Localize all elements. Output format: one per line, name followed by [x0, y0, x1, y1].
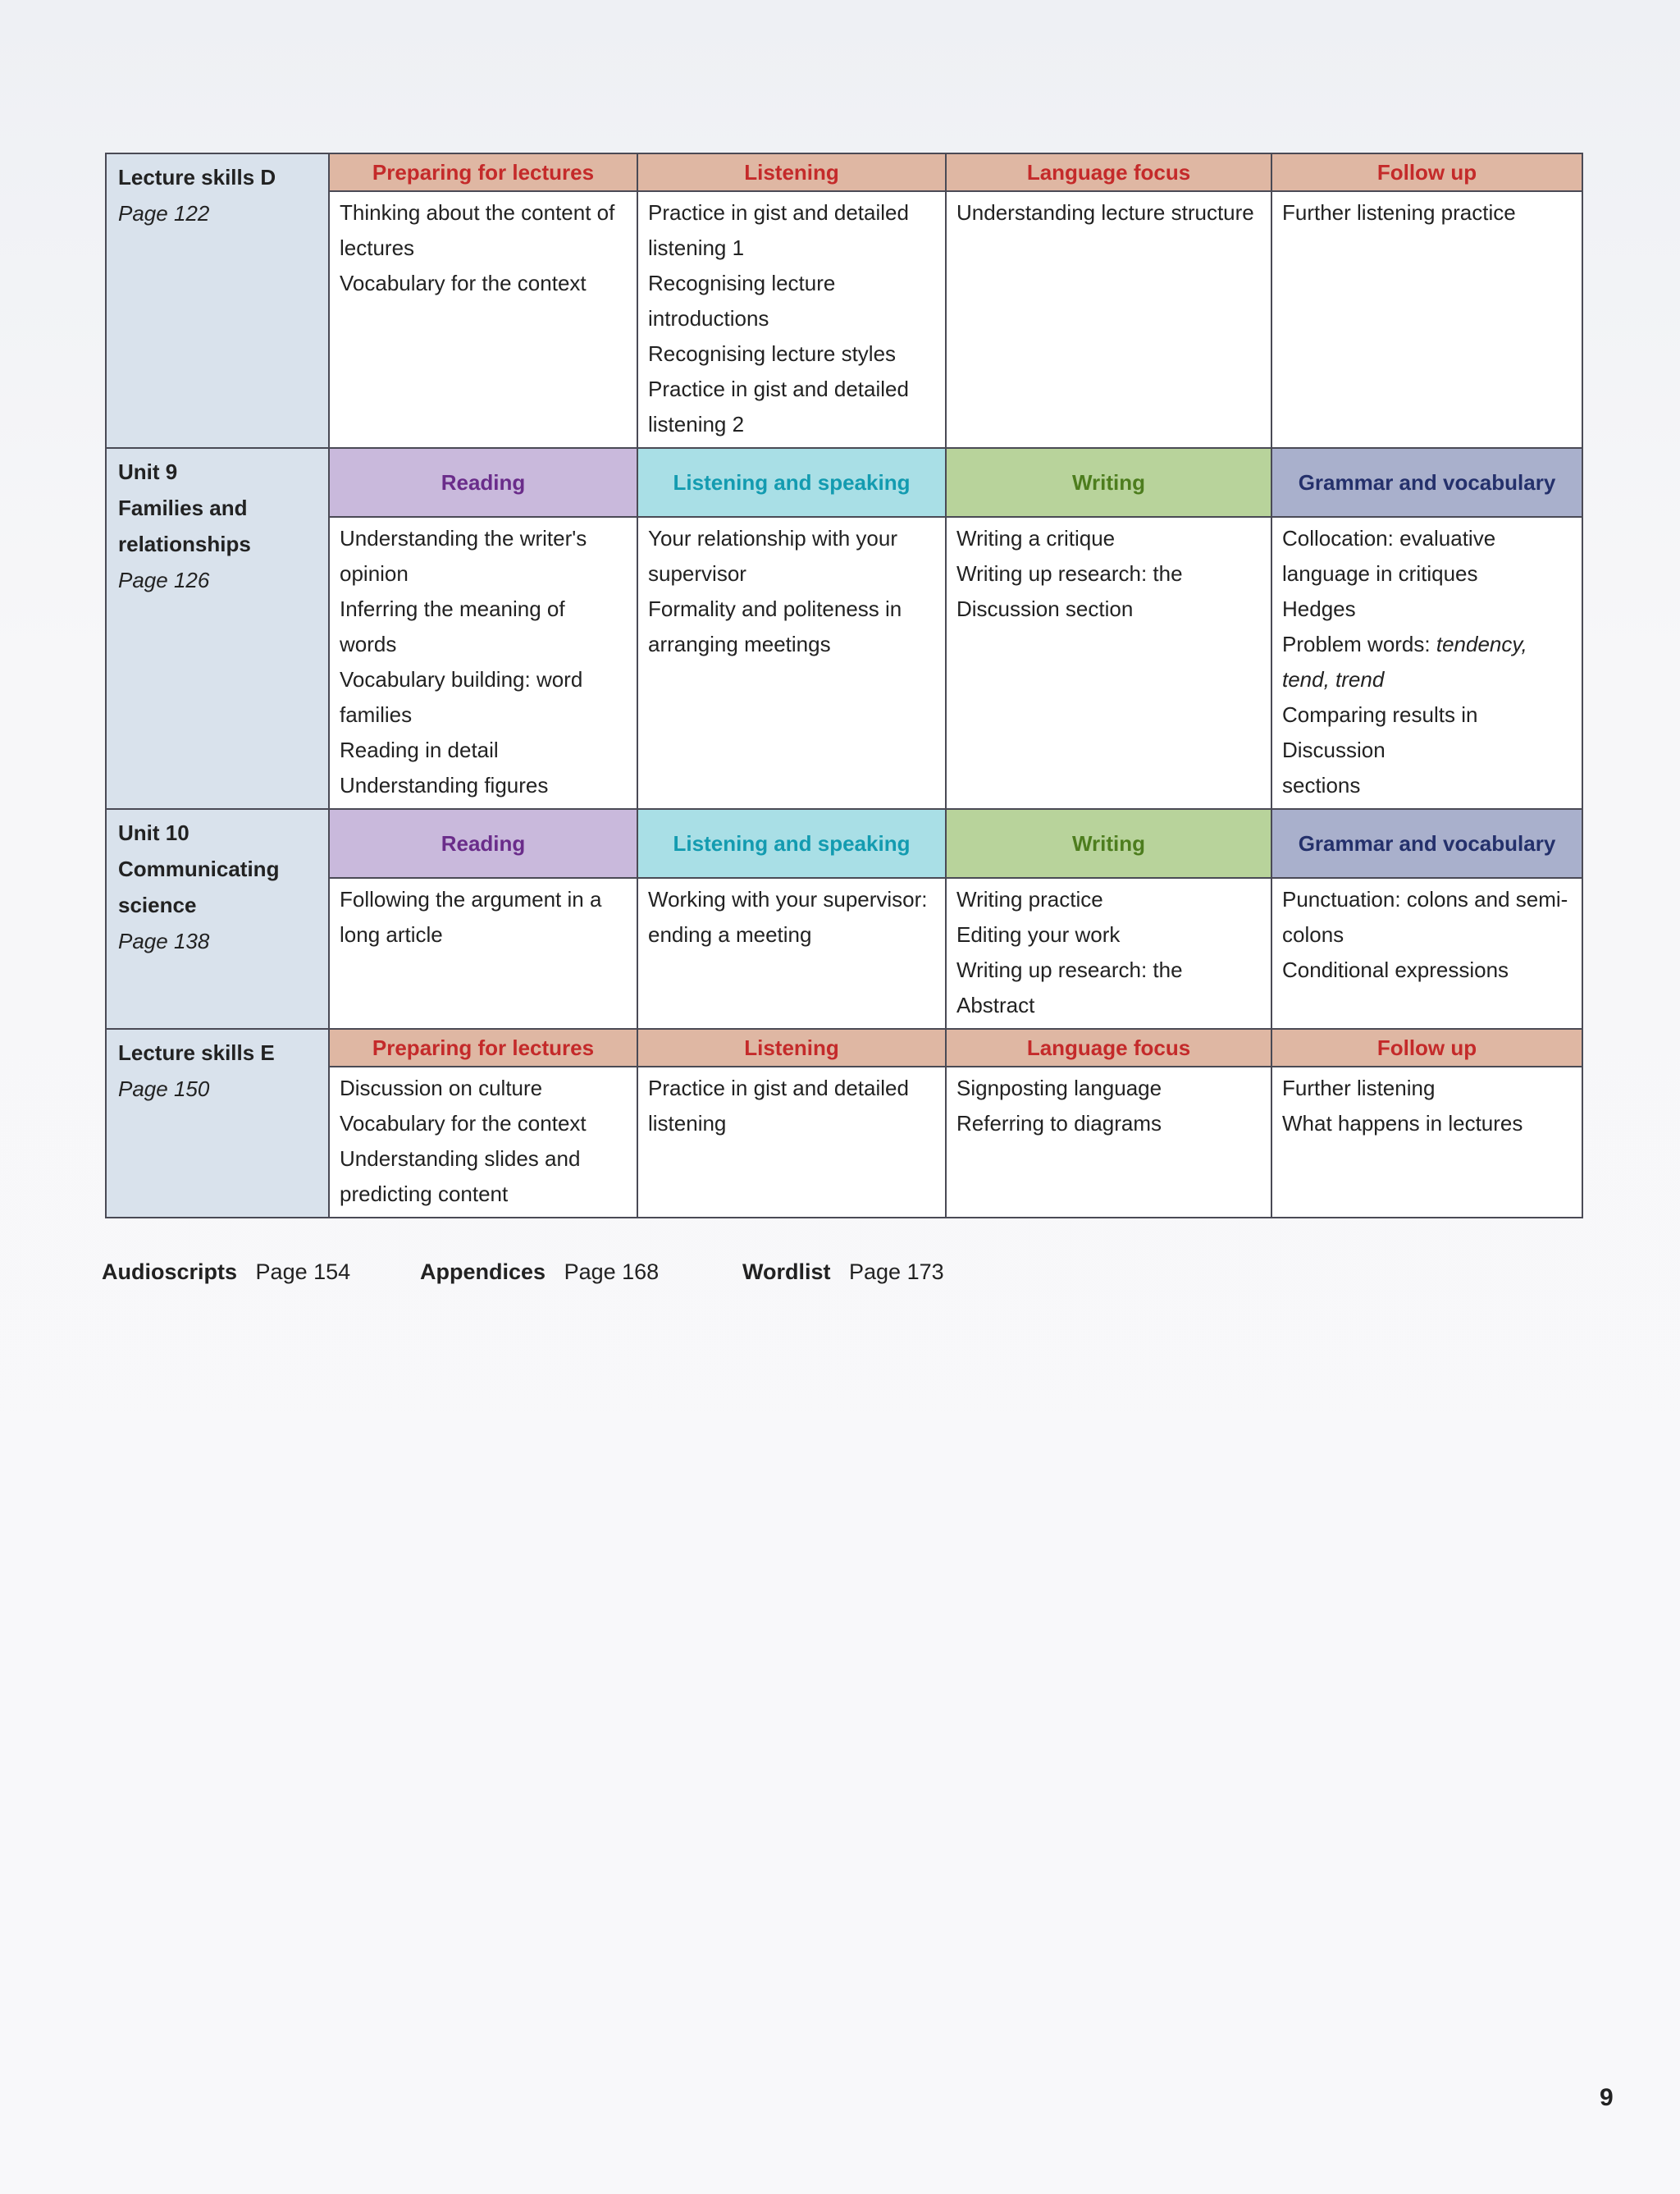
unit-page: Page 122 — [118, 201, 210, 226]
list-item: Formality and politeness in arranging meetings — [648, 596, 902, 656]
unit-title: Lecture skills E — [118, 1040, 275, 1065]
unit-cell — [106, 1029, 329, 1218]
list-item: Writing up research: the Discussion section — [956, 561, 1183, 621]
list-item: Writing up research: the Abstract — [956, 958, 1183, 1017]
wordlist-label: Wordlist — [742, 1259, 831, 1284]
list-item: Vocabulary building: word families — [340, 667, 583, 727]
list-item: sections — [1282, 773, 1361, 798]
list-item: Understanding the writer's opinion — [340, 526, 587, 586]
unit-title: Lecture skills D — [118, 165, 276, 190]
content-cell — [637, 878, 946, 1029]
column-header: Follow up — [1271, 1029, 1582, 1067]
content-cell — [329, 1067, 637, 1218]
row-header-lecture-skills-e — [106, 1029, 1582, 1067]
column-header: Reading — [329, 448, 637, 517]
column-header: Listening and speaking — [637, 448, 946, 517]
list-item: Further listening — [1282, 1076, 1436, 1100]
unit-title: Unit 10 — [118, 820, 189, 845]
unit-page: Page 150 — [118, 1076, 210, 1101]
column-header: Grammar and vocabulary — [1271, 809, 1582, 878]
list-item: Collocation: evaluative language in critiques — [1282, 526, 1496, 586]
list-item: Conditional expressions — [1282, 958, 1509, 982]
content-cell — [1271, 1067, 1582, 1218]
row-header-unit-9 — [106, 448, 1582, 517]
content-cell — [329, 517, 637, 809]
list-item: Punctuation: colons and semi-colons — [1282, 887, 1568, 947]
column-header: Grammar and vocabulary — [1271, 448, 1582, 517]
unit-cell — [106, 153, 329, 448]
wordlist-ref — [742, 1259, 944, 1285]
list-item: Practice in gist and detailed listening 1 — [648, 200, 909, 260]
list-item: Recognising lecture introductions — [648, 271, 836, 331]
row-header-unit-10 — [106, 809, 1582, 878]
row-header-lecture-skills-d — [106, 153, 1582, 191]
list-item: Inferring the meaning of words — [340, 596, 565, 656]
column-header: Reading — [329, 809, 637, 878]
column-header: Listening and speaking — [637, 809, 946, 878]
unit-page: Page 138 — [118, 929, 210, 953]
list-item: Practice in gist and detailed listening — [648, 1076, 909, 1136]
wordlist-page: Page 173 — [849, 1259, 944, 1284]
problem-words-terms: tendency, tend, trend — [1282, 632, 1527, 692]
footer-references — [102, 1259, 944, 1285]
unit-subtitle: Families and relationships — [118, 496, 251, 556]
unit-page: Page 126 — [118, 568, 210, 592]
column-header: Language focus — [946, 153, 1271, 191]
unit-cell — [106, 809, 329, 1029]
content-cell — [637, 517, 946, 809]
content-cell — [946, 878, 1271, 1029]
appendices-ref — [420, 1259, 742, 1285]
list-item: Practice in gist and detailed listening 2 — [648, 377, 909, 437]
page-number: 9 — [1600, 2084, 1614, 2111]
content-cell — [1271, 191, 1582, 448]
list-item: Thinking about the content of lectures — [340, 200, 615, 260]
list-item: Your relationship with your supervisor — [648, 526, 897, 586]
column-header: Follow up — [1271, 153, 1582, 191]
column-header: Writing — [946, 809, 1271, 878]
audioscripts-ref — [102, 1259, 420, 1285]
content-cell — [946, 191, 1271, 448]
content-cell — [946, 517, 1271, 809]
list-item: Writing practice — [956, 887, 1103, 912]
list-item: Comparing results in Discussion — [1282, 702, 1478, 762]
content-cell — [329, 878, 637, 1029]
content-cell — [637, 1067, 946, 1218]
column-header: Preparing for lectures — [329, 153, 637, 191]
appendices-page: Page 168 — [564, 1259, 660, 1284]
contents-table — [105, 153, 1583, 1218]
content-cell — [1271, 517, 1582, 809]
list-item: Reading in detail — [340, 738, 499, 762]
audioscripts-label: Audioscripts — [102, 1259, 238, 1284]
list-item: Vocabulary for the context — [340, 1111, 587, 1136]
list-item — [1282, 627, 1572, 697]
list-item: Recognising lecture styles — [648, 341, 897, 366]
column-header: Listening — [637, 153, 946, 191]
column-header: Preparing for lectures — [329, 1029, 637, 1067]
list-item: Vocabulary for the context — [340, 271, 587, 295]
problem-words-label: Problem words: — [1282, 632, 1431, 656]
appendices-label: Appendices — [420, 1259, 546, 1284]
column-header: Language focus — [946, 1029, 1271, 1067]
unit-cell — [106, 448, 329, 809]
audioscripts-page: Page 154 — [255, 1259, 351, 1284]
list-item: Following the argument in a long article — [340, 887, 602, 947]
list-item: Editing your work — [956, 922, 1121, 947]
list-item: Understanding lecture structure — [956, 200, 1254, 225]
list-item: Understanding figures — [340, 773, 549, 798]
list-item: Writing a critique — [956, 526, 1116, 551]
list-item: What happens in lectures — [1282, 1111, 1523, 1136]
content-cell — [1271, 878, 1582, 1029]
list-item: Signposting language — [956, 1076, 1162, 1100]
column-header: Writing — [946, 448, 1271, 517]
list-item: Discussion on culture — [340, 1076, 543, 1100]
content-cell — [329, 191, 637, 448]
list-item: Referring to diagrams — [956, 1111, 1162, 1136]
unit-subtitle: Communicating science — [118, 857, 280, 917]
content-cell — [946, 1067, 1271, 1218]
unit-title: Unit 9 — [118, 459, 178, 484]
list-item: Further listening practice — [1282, 200, 1516, 225]
list-item: Working with your supervisor: ending a meeting — [648, 887, 928, 947]
list-item: Understanding slides and predicting content — [340, 1146, 581, 1206]
content-cell — [637, 191, 946, 448]
list-item: Hedges — [1282, 596, 1356, 621]
column-header: Listening — [637, 1029, 946, 1067]
